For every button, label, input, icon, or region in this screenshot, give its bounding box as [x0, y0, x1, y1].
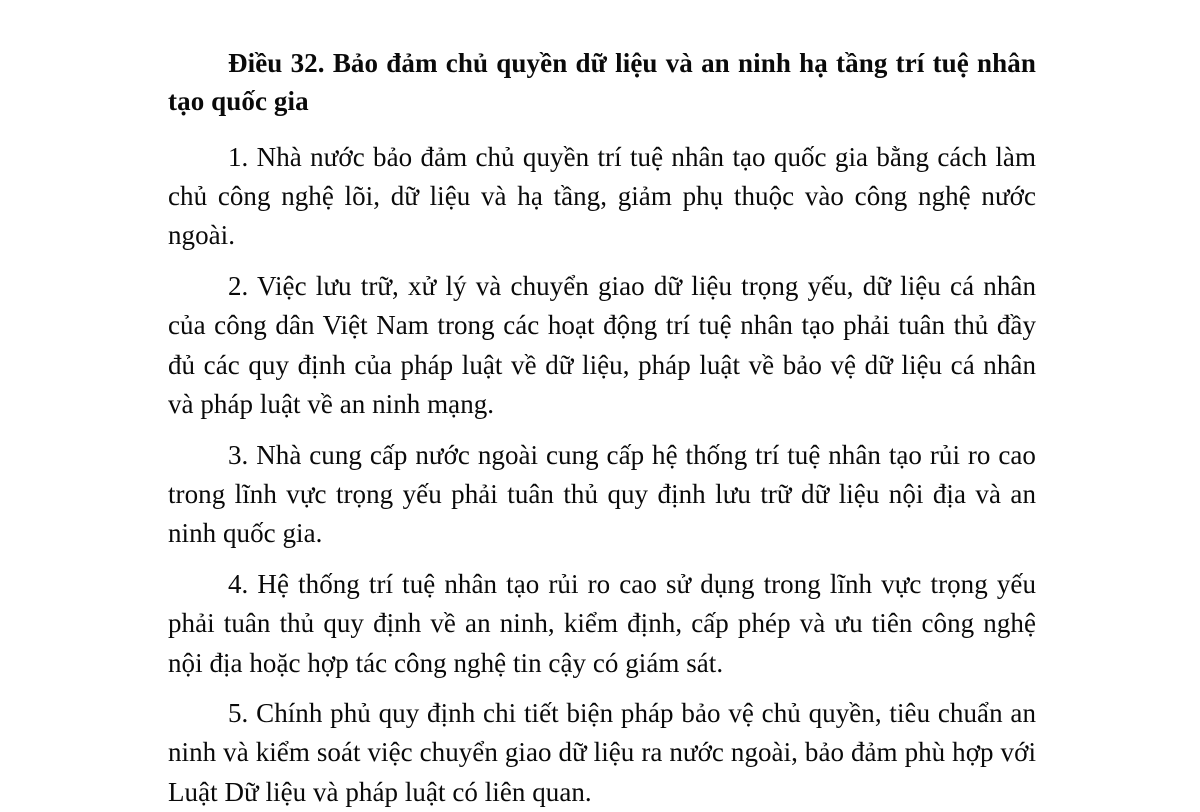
article-clause-5: 5. Chính phủ quy định chi tiết biện pháp bảo vệ chủ quyền, tiêu chuẩn an ninh và kiểm soát việc chuyển giao dữ liệu ra nước ngoài, bảo đảm phù hợp với Luật Dữ liệu và pháp luật có liên quan.	[168, 697, 1036, 807]
document-body	[168, 44, 1036, 812]
article-heading: Điều 32. Bảo đảm chủ quyền dữ liệu và an ninh hạ tầng trí tuệ nhân tạo quốc gia	[168, 48, 1036, 117]
article-clause-1: 1. Nhà nước bảo đảm chủ quyền trí tuệ nhân tạo quốc gia bằng cách làm chủ công nghệ lõi, dữ liệu và hạ tầng, giảm phụ thuộc vào công nghệ nước ngoài.	[168, 141, 1036, 251]
article-clause-2: 2. Việc lưu trữ, xử lý và chuyển giao dữ liệu trọng yếu, dữ liệu cá nhân của công dân Việt Nam trong các hoạt động trí tuệ nhân tạo phải tuân thủ đầy đủ các quy định của pháp luật về dữ liệu, pháp luật về bảo vệ dữ liệu cá nhân và pháp luật về an ninh mạng.	[168, 270, 1036, 420]
article-clause-4: 4. Hệ thống trí tuệ nhân tạo rủi ro cao sử dụng trong lĩnh vực trọng yếu phải tuân thủ quy định về an ninh, kiểm định, cấp phép và ưu tiên công nghệ nội địa hoặc hợp tác công nghệ tin cậy có giám sát.	[168, 568, 1036, 678]
article-clause-3: 3. Nhà cung cấp nước ngoài cung cấp hệ thống trí tuệ nhân tạo rủi ro cao trong lĩnh vực trọng yếu phải tuân thủ quy định lưu trữ dữ liệu nội địa và an ninh quốc gia.	[168, 439, 1036, 549]
